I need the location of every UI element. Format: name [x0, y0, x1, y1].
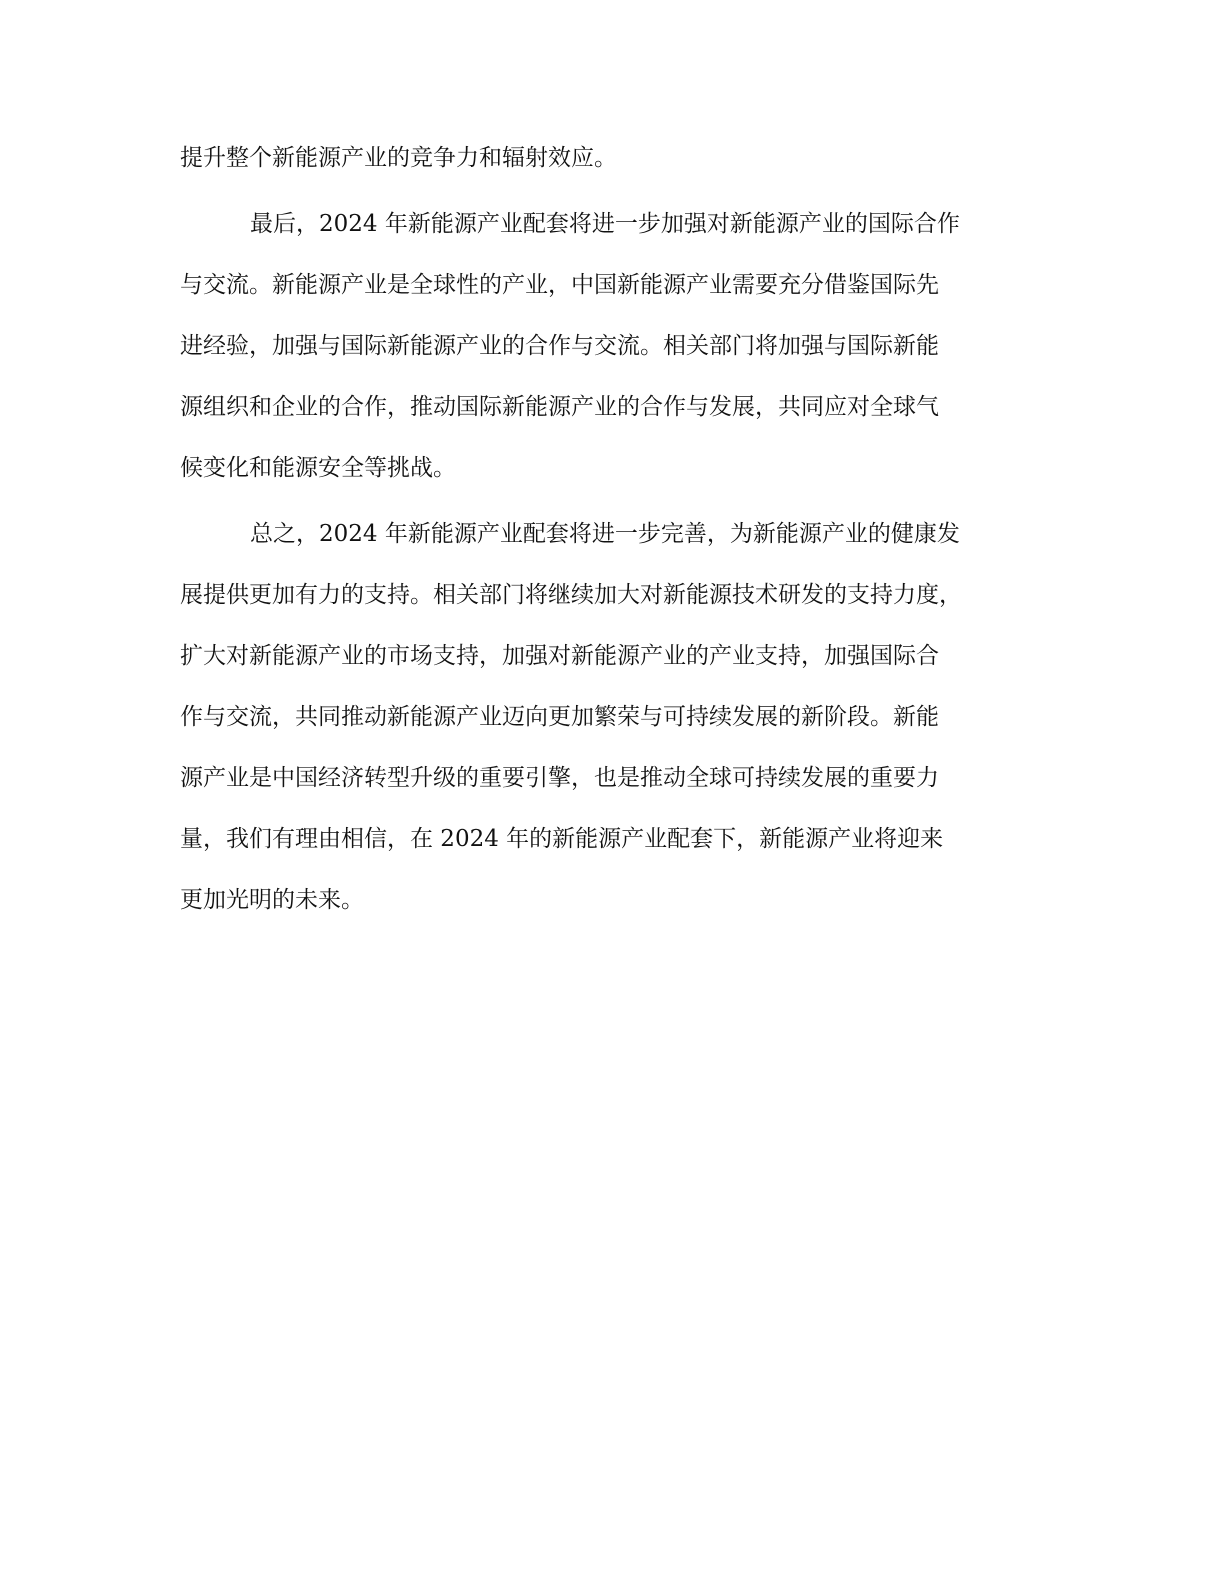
- text-line: 更加光明的未来。: [180, 887, 364, 913]
- paragraph-international-cooperation: [180, 194, 1050, 499]
- text-line: 扩大对新能源产业的市场支持，加强对新能源产业的产业支持，加强国际合: [180, 643, 939, 669]
- text-line: 展提供更加有力的支持。相关部门将继续加大对新能源技术研发的支持力度，: [180, 582, 962, 608]
- paragraph-conclusion: [180, 504, 1050, 931]
- text-line: 总之，2024 年新能源产业配套将进一步完善，为新能源产业的健康发: [250, 521, 960, 547]
- text-line: 最后，2024 年新能源产业配套将进一步加强对新能源产业的国际合作: [250, 211, 960, 237]
- text-line: 作与交流，共同推动新能源产业迈向更加繁荣与可持续发展的新阶段。新能: [180, 704, 939, 730]
- document-body: [180, 128, 1050, 931]
- text-line: 进经验，加强与国际新能源产业的合作与交流。相关部门将加强与国际新能: [180, 333, 939, 359]
- text-line: 候变化和能源安全等挑战。: [180, 455, 456, 481]
- paragraph-continuation: [180, 128, 1050, 189]
- text-line: 源组织和企业的合作，推动国际新能源产业的合作与发展，共同应对全球气: [180, 394, 939, 420]
- text-line: 与交流。新能源产业是全球性的产业，中国新能源产业需要充分借鉴国际先: [180, 272, 939, 298]
- text-line: 源产业是中国经济转型升级的重要引擎，也是推动全球可持续发展的重要力: [180, 765, 939, 791]
- text-line: 提升整个新能源产业的竞争力和辐射效应。: [180, 145, 617, 171]
- text-line: 量，我们有理由相信，在 2024 年的新能源产业配套下，新能源产业将迎来: [180, 826, 944, 852]
